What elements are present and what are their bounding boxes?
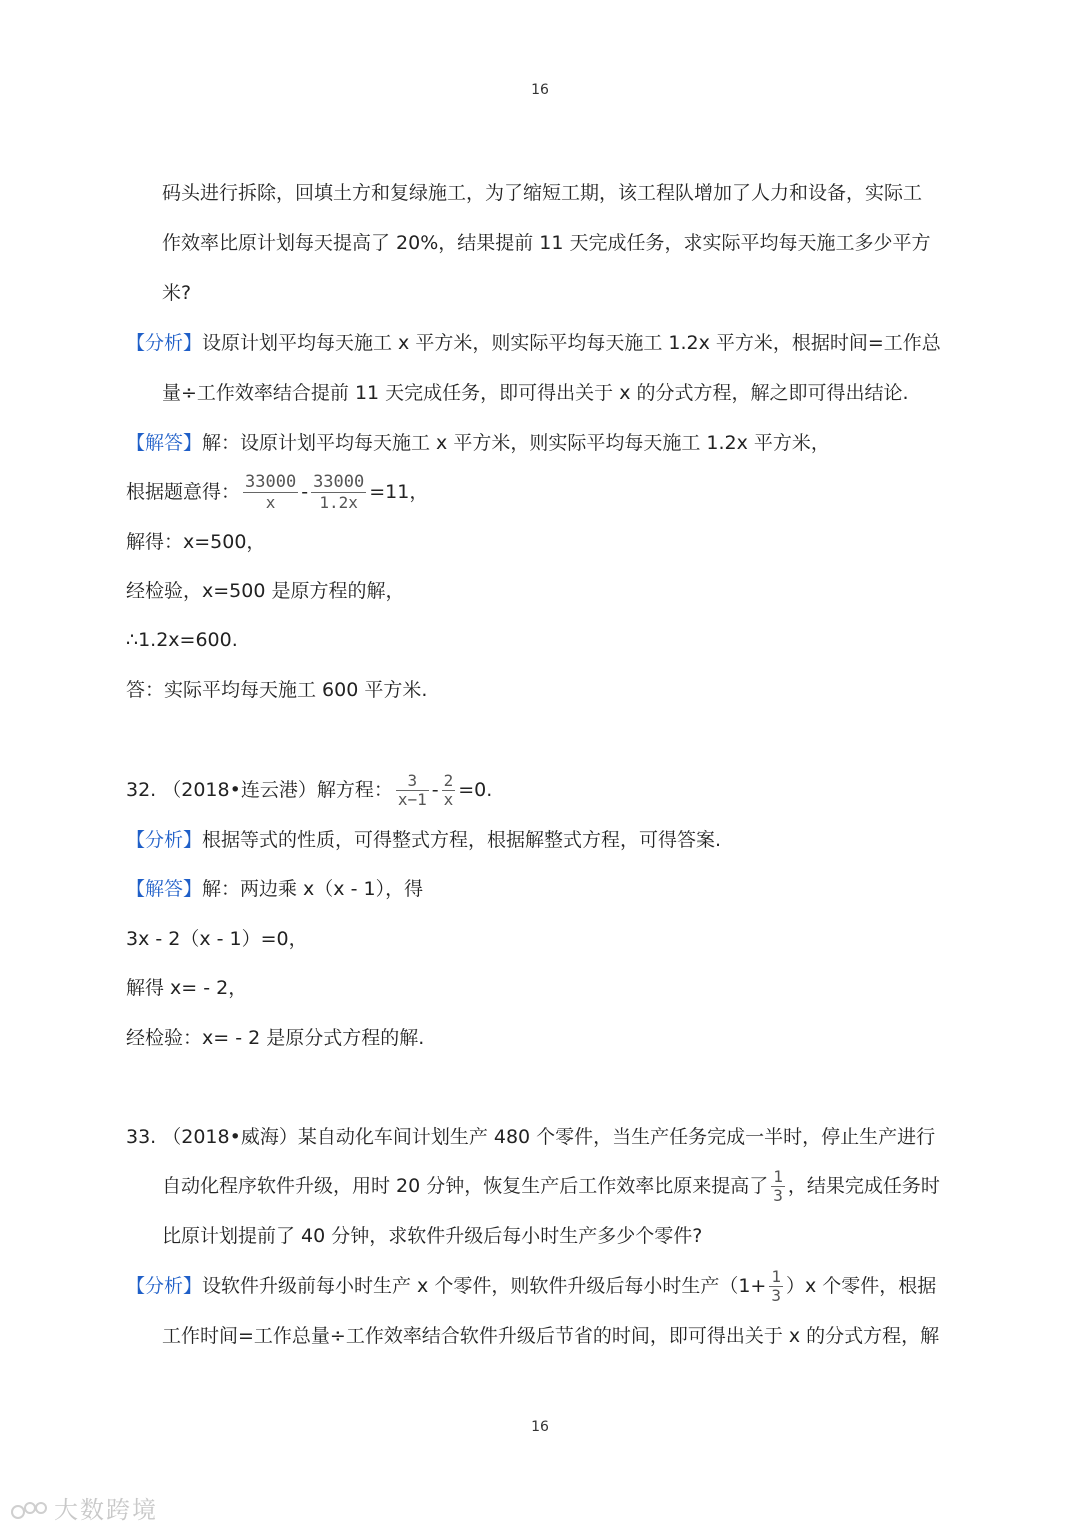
- fraction-denominator: x: [443, 790, 454, 809]
- q32-suffix: =0.: [458, 779, 493, 801]
- q33-analysis-line-1: [126, 1264, 936, 1308]
- q32-answer-line-1: [126, 874, 423, 904]
- analysis-tag: 【分析】: [126, 332, 203, 354]
- answer-tag: 【解答】: [126, 878, 203, 900]
- page-number-top: 16: [531, 82, 549, 98]
- q33-question-line-2: [162, 1164, 940, 1208]
- answer-tag: 【解答】: [126, 432, 203, 454]
- fraction-numerator: 33000: [245, 472, 297, 492]
- q32-solution-2: 解得 x= - 2，: [126, 977, 248, 999]
- fraction-denominator: 3: [771, 1286, 781, 1305]
- q31-analysis-line-2: 量÷工作效率结合提前 11 天完成任务，即可得出关于 x 的分式方程，解之即可得出结论.: [162, 382, 909, 404]
- equation-prefix: 根据题意得：: [126, 481, 241, 503]
- q31-text-line-3: 米?: [162, 282, 192, 304]
- q31-text-line-2: 作效率比原计划每天提高了 20%，结果提前 11 天完成任务，求实际平均每天施工多少平方: [162, 232, 931, 254]
- q31-answer-line-1: [126, 428, 830, 458]
- q32-question: [126, 768, 492, 812]
- fraction-2-over-x: [442, 772, 456, 809]
- analysis-tag: 【分析】: [126, 1275, 203, 1297]
- watermark-text: 大数跨境: [54, 1496, 158, 1524]
- q33-question-line-3: 比原计划提前了 40 分钟，求软件升级后每小时生产多少个零件?: [162, 1225, 703, 1247]
- equation-suffix: =11，: [369, 481, 429, 503]
- fraction-denominator: x: [265, 493, 276, 512]
- fraction-1-over-3: [769, 1268, 783, 1305]
- fraction-numerator: 1: [771, 1267, 781, 1286]
- fraction-numerator: 1: [773, 1167, 783, 1186]
- minus-sign: -: [301, 481, 309, 503]
- page-number-bottom: 16: [531, 1419, 549, 1435]
- q32-solution-1: 3x - 2（x - 1）=0，: [126, 928, 308, 950]
- analysis-text: 根据等式的性质，可得整式方程，根据解整式方程，可得答案.: [202, 829, 722, 851]
- fraction-33000-over-1.2x: [311, 472, 366, 513]
- q31-solution-2: 经检验，x=500 是原方程的解，: [126, 580, 405, 602]
- analysis-tag: 【分析】: [126, 829, 203, 851]
- answer-text: 解：两边乘 x（x - 1），得: [202, 878, 424, 900]
- answer-text: 解：设原计划平均每天施工 x 平方米，则实际平均每天施工 1.2x 平方米，: [202, 432, 830, 454]
- q32-analysis: [126, 825, 721, 855]
- fraction-numerator: 33000: [313, 472, 365, 492]
- q32-prefix: 32. （2018•连云港）解方程：: [126, 779, 393, 801]
- fraction-numerator: 2: [443, 771, 454, 790]
- q31-solution-4: 答：实际平均每天施工 600 平方米.: [126, 679, 428, 701]
- fraction-3-over-x-minus-1: [396, 772, 429, 809]
- q33-line2-a: 自动化程序软件升级，用时 20 分钟，恢复生产后工作效率比原来提高了: [162, 1175, 769, 1197]
- q31-equation: [126, 470, 428, 514]
- analysis-text: 设原计划平均每天施工 x 平方米，则实际平均每天施工 1.2x 平方米，根据时间=工作总: [202, 332, 941, 354]
- fraction-33000-over-x: [243, 472, 298, 513]
- q33-analysis-line-2: 工作时间=工作总量÷工作效率结合软件升级后节省的时间，即可得出关于 x 的分式方程，解: [162, 1325, 940, 1347]
- q31-text-line-1: 码头进行拆除，回填土方和复绿施工，为了缩短工期，该工程队增加了人力和设备，实际工: [162, 182, 923, 204]
- fraction-denominator: x−1: [397, 790, 427, 809]
- q31-analysis-line-1: [126, 328, 941, 358]
- watermark: [10, 1490, 158, 1525]
- q32-solution-3: 经检验：x= - 2 是原分式方程的解.: [126, 1027, 425, 1049]
- minus-sign: -: [431, 779, 439, 801]
- fraction-denominator: 1.2x: [319, 493, 358, 512]
- q33-question-line-1: 33. （2018•威海）某自动化车间计划生产 480 个零件，当生产任务完成一半时，停止生产进行: [126, 1126, 936, 1148]
- analysis-text-b: ）x 个零件，根据: [786, 1275, 937, 1297]
- q31-solution-3: ∴1.2x=600.: [126, 629, 238, 651]
- watermark-logo-icon: [10, 1498, 50, 1524]
- fraction-1-over-3: [771, 1168, 785, 1205]
- fraction-numerator: 3: [396, 772, 429, 791]
- q33-line2-b: ，结果完成任务时: [787, 1175, 940, 1197]
- q31-solution-1: 解得：x=500，: [126, 531, 266, 553]
- fraction-denominator: 3: [773, 1186, 783, 1205]
- analysis-text-a: 设软件升级前每小时生产 x 个零件，则软件升级后每小时生产（1+: [202, 1275, 767, 1297]
